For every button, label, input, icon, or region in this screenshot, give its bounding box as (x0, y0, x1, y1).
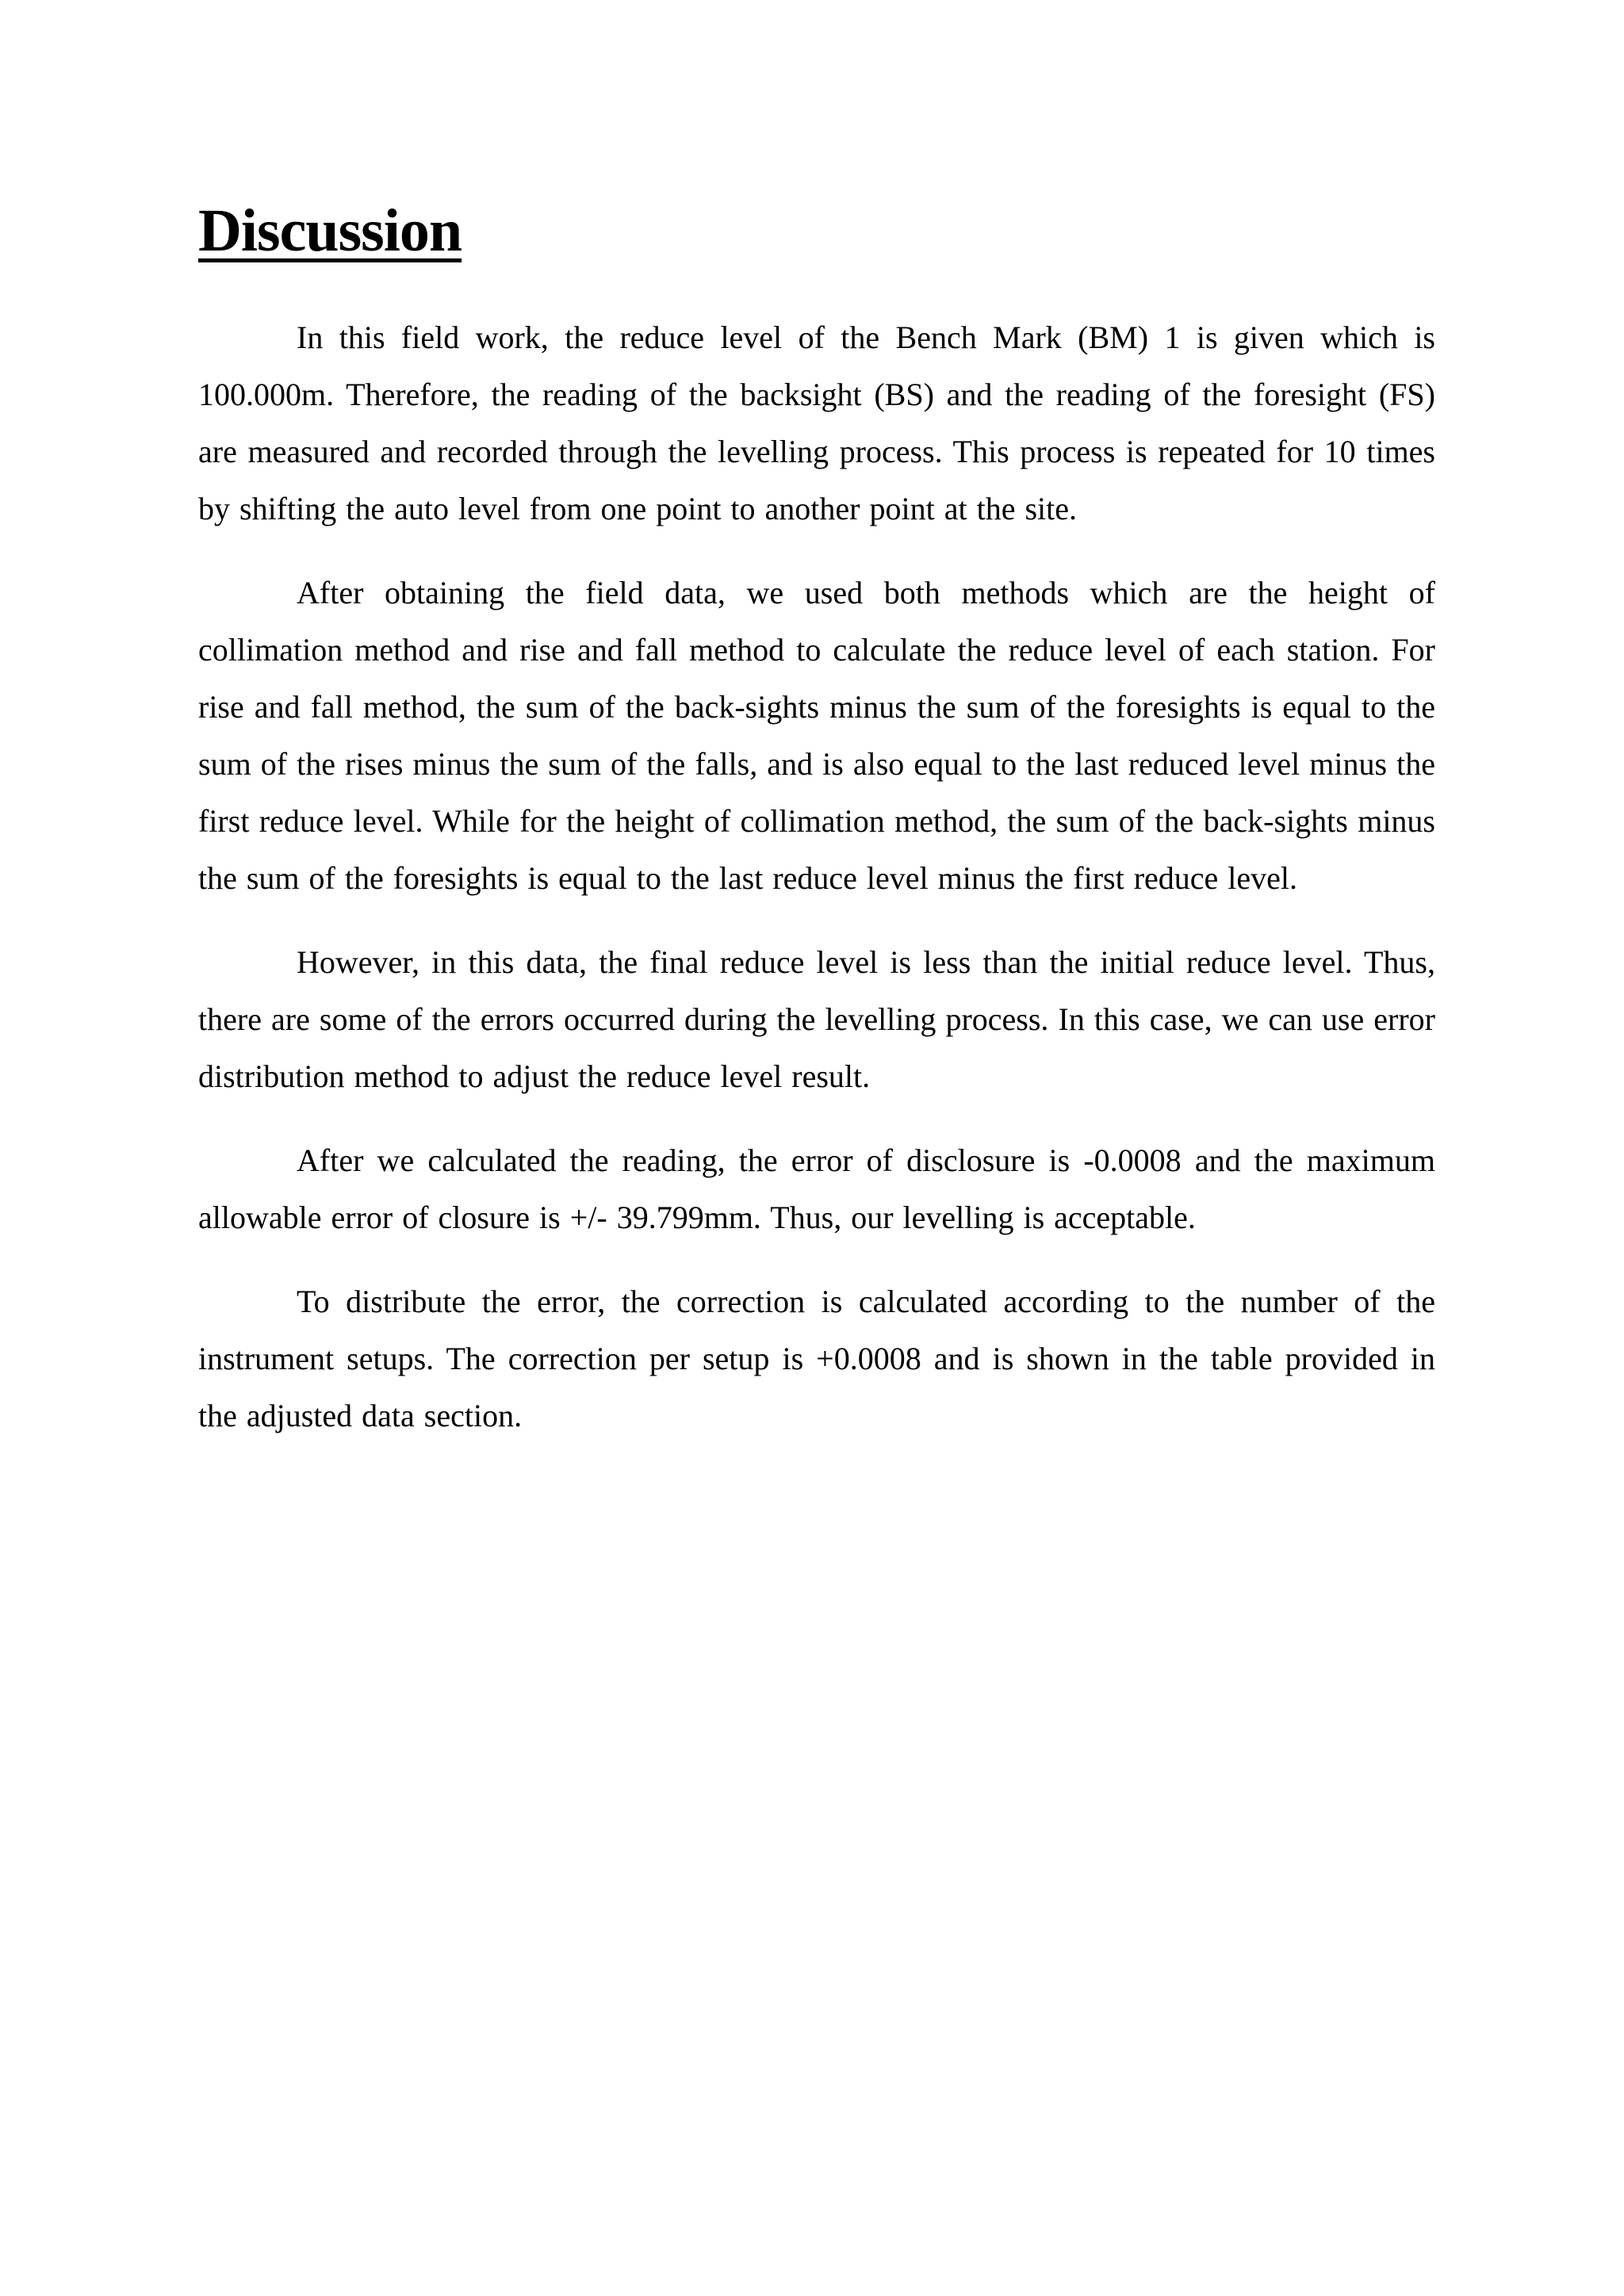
paragraph-1: In this field work, the reduce level of the Bench Mark (BM) 1 is given which is 100.000m. Therefore, the reading of the backsight (BS) and the reading of the foresight (FS) are measured and recorded through the levelling process. This process is repeated for 10 times by shifting the auto level from one point to another point at the site. (198, 320, 1435, 526)
paragraph-2: After obtaining the field data, we used both methods which are the height of collimation method and rise and fall method to calculate the reduce level of each station. For rise and fall method, the sum of the back-sights minus the sum of the foresights is equal to the sum of the rises minus the sum of the falls, and is also equal to the last reduced level minus the first reduce level. While for the height of collimation method, the sum of the back-sights minus the sum of the foresights is equal to the last reduce level minus the first reduce level. (198, 575, 1435, 896)
body-text (198, 309, 1435, 1471)
paragraph-4: After we calculated the reading, the error of disclosure is -0.0008 and the maximum allowable error of closure is +/- 39.799mm. Thus, our levelling is acceptable. (198, 1142, 1435, 1235)
paragraph-5: To distribute the error, the correction is calculated according to the number of the instrument setups. The correction per setup is +0.0008 and is shown in the table provided in the adjusted data section. (198, 1284, 1435, 1433)
section-heading: Discussion (198, 197, 462, 264)
paragraph-3: However, in this data, the final reduce level is less than the initial reduce level. Thus, there are some of the errors occurred during the levelling process. In this case, we can use error distribution method to adjust the reduce level result. (198, 944, 1435, 1094)
